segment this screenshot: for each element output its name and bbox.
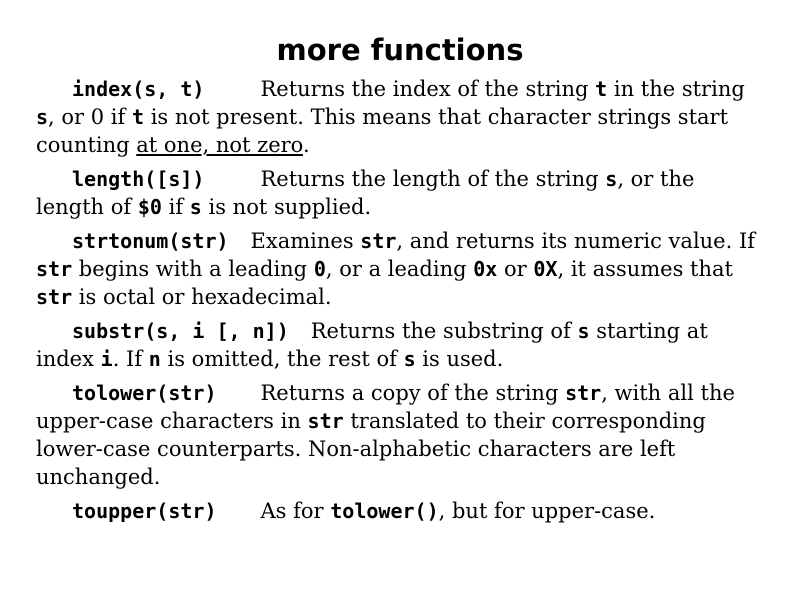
function-list	[36, 75, 766, 531]
entry-text: Examines	[250, 229, 361, 253]
code-text: str	[36, 285, 73, 309]
underlined-text: at one, not zero	[136, 133, 303, 157]
entry-text: is omitted, the rest of	[160, 347, 404, 371]
code-text: str	[307, 409, 344, 433]
entry-text: , or 0 if	[48, 105, 132, 129]
code-text: 0x	[473, 257, 498, 281]
entry-text: starting at index	[36, 319, 708, 371]
code-text: tolower()	[330, 499, 439, 523]
entry-text: if	[161, 195, 190, 219]
entry-text: Returns the length of the string	[260, 167, 606, 191]
code-text: s	[605, 167, 618, 191]
entry-text: begins with a leading	[72, 257, 314, 281]
code-text: i	[100, 347, 113, 371]
entry-text: , and returns its numeric value. If	[396, 229, 756, 253]
function-signature: index(s, t)	[72, 77, 205, 101]
entry-text: Returns a copy of the string	[260, 381, 566, 405]
function-signature: substr(s, i [, n])	[72, 319, 289, 343]
entry-text: As for	[260, 499, 331, 523]
entry-text: translated to their corresponding lower-case counterparts. Non-alphabetic characters are left unchanged.	[36, 409, 706, 489]
slide-title: more functions	[276, 33, 524, 67]
code-text: t	[131, 105, 145, 129]
code-text: s	[403, 347, 416, 371]
entry-text: is not present. This means that character strings start counting	[36, 105, 729, 157]
entry-toupper	[36, 497, 766, 525]
function-signature: toupper(str)	[72, 499, 217, 523]
entry-text: , with all the upper-case characters in	[36, 381, 735, 433]
entry-text: . If	[112, 347, 149, 371]
entry-text: in the string	[607, 77, 745, 101]
code-text: $0	[137, 195, 162, 219]
code-text: s	[36, 105, 49, 129]
code-text: str	[360, 229, 397, 253]
entry-substr	[36, 317, 766, 373]
code-text: s	[189, 195, 202, 219]
entry-text: , or the length of	[36, 167, 695, 219]
function-signature: tolower(str)	[72, 381, 217, 405]
code-text: n	[148, 347, 161, 371]
entry-text: Returns the index of the string	[260, 77, 596, 101]
code-text: str	[36, 257, 73, 281]
entry-text: .	[302, 133, 310, 157]
function-signature: length([s])	[72, 167, 205, 191]
entry-text: is octal or hexadecimal.	[72, 285, 332, 309]
function-signature: strtonum(str)	[72, 229, 229, 253]
entry-text: is used.	[415, 347, 504, 371]
entry-tolower	[36, 379, 766, 491]
entry-text: , it assumes that	[557, 257, 733, 281]
code-text: s	[577, 319, 590, 343]
code-text: t	[595, 77, 608, 101]
entry-text: is not supplied.	[201, 195, 372, 219]
entry-length	[36, 165, 766, 221]
entry-strtonum	[36, 227, 766, 311]
code-text: 0X	[533, 257, 558, 281]
entry-text: or	[497, 257, 534, 281]
entry-index	[36, 75, 766, 159]
entry-text: , but for upper-case.	[438, 499, 656, 523]
code-text: 0	[313, 257, 326, 281]
code-text: str	[565, 381, 602, 405]
entry-text: Returns the substring of	[310, 319, 578, 343]
entry-text: , or a leading	[325, 257, 474, 281]
